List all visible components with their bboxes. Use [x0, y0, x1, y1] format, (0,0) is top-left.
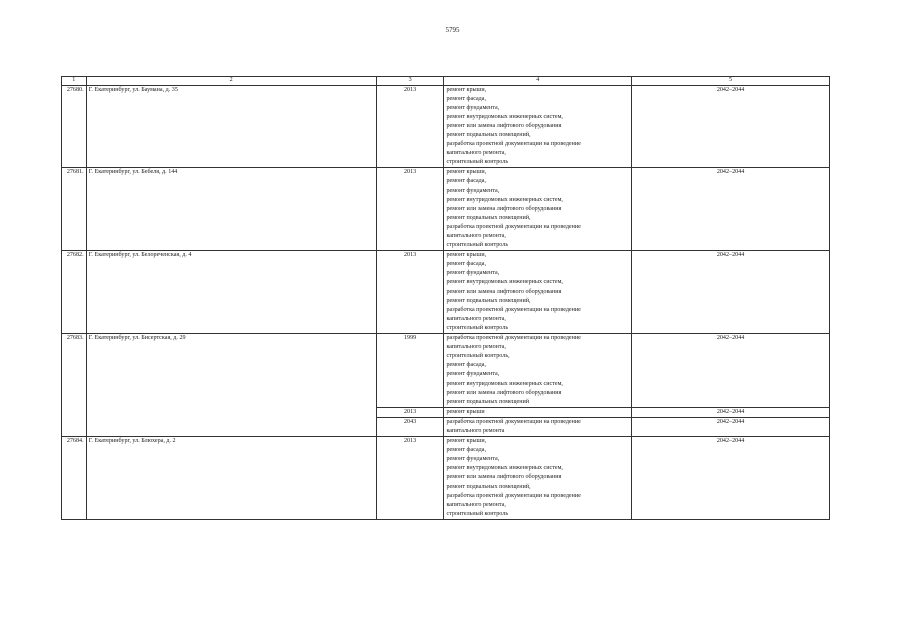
table-row — [62, 437, 830, 520]
year-cell: 2013 — [376, 85, 444, 168]
work-item: строительный контроль — [446, 510, 509, 517]
work-item: капитального ремонта, — [446, 315, 506, 322]
work-item: капитального ремонта — [446, 427, 505, 434]
column-header: 4 — [444, 77, 632, 86]
work-item: ремонт крыши, — [446, 252, 487, 259]
work-item: строительный контроль — [446, 159, 509, 166]
works-cell — [444, 251, 632, 334]
work-item: ремонт подвальных помещений — [446, 398, 530, 405]
work-item: капитального ремонта, — [446, 150, 506, 157]
work-item: капитального ремонта, — [446, 233, 506, 239]
work-item: капитального ремонта, — [446, 501, 506, 508]
works-cell — [444, 168, 632, 251]
year-cell: 1999 — [376, 334, 444, 408]
work-item: ремонт подвальных помещений, — [446, 483, 531, 490]
work-item: ремонт фасада, — [446, 447, 487, 454]
table-row — [62, 85, 830, 168]
work-item: разработка проектной документации на проведение — [446, 306, 581, 313]
address-cell: Г. Екатеринбург, ул. Блюхера, д. 2 — [86, 437, 376, 520]
work-item: строительный контроль — [446, 324, 509, 331]
works-cell — [444, 334, 632, 408]
address-cell: Г. Екатеринбург, ул. Бисертская, д. 29 — [86, 334, 376, 437]
work-item: ремонт фундамента, — [446, 270, 500, 277]
work-item: ремонт внутридомовых инженерных систем, — [446, 113, 563, 120]
row-number: 27680. — [62, 85, 87, 168]
year-cell: 2043 — [376, 417, 444, 436]
year-cell: 2013 — [376, 437, 444, 520]
row-number: 27682. — [62, 251, 87, 334]
column-header: 3 — [376, 77, 444, 86]
work-item: разработка проектной документации на проведение — [446, 335, 581, 342]
period-cell: 2042–2044 — [632, 417, 830, 436]
work-item: ремонт крыши, — [446, 169, 487, 176]
work-item: ремонт подвальных помещений, — [446, 297, 531, 304]
period-cell: 2042–2044 — [632, 437, 830, 520]
work-item: строительный контроль — [446, 242, 509, 249]
year-cell: 2013 — [376, 407, 444, 417]
year-cell: 2013 — [376, 251, 444, 334]
table-body — [62, 85, 830, 519]
work-item: ремонт или замена лифтового оборудования — [446, 389, 562, 396]
work-item: ремонт внутридомовых инженерных систем, — [446, 196, 563, 203]
work-item: ремонт подвальных помещений, — [446, 131, 531, 138]
table-row — [62, 334, 830, 408]
row-number: 27681. — [62, 168, 87, 251]
work-item: ремонт внутридомовых инженерных систем, — [446, 465, 563, 472]
works-cell — [444, 437, 632, 520]
work-item: ремонт или замена лифтового оборудования — [446, 122, 562, 129]
work-item: ремонт фундамента, — [446, 104, 500, 111]
address-cell: Г. Екатеринбург, ул. Баумана, д. 35 — [86, 85, 376, 168]
work-item: ремонт внутридомовых инженерных систем, — [446, 380, 563, 387]
work-item: капитального ремонта, — [446, 344, 506, 351]
work-item: строительный контроль, — [446, 353, 510, 360]
table-row — [62, 168, 830, 251]
work-item: ремонт или замена лифтового оборудования — [446, 288, 562, 295]
works-cell — [444, 85, 632, 168]
work-item: ремонт фасада, — [446, 95, 487, 102]
work-item: ремонт внутридомовых инженерных систем, — [446, 279, 563, 286]
work-item: ремонт крыши — [446, 408, 485, 415]
capital-repair-table — [61, 76, 830, 520]
work-item: ремонт крыши, — [446, 438, 487, 445]
row-number: 27683. — [62, 334, 87, 437]
period-cell: 2042–2044 — [632, 334, 830, 408]
work-item: ремонт фундамента, — [446, 187, 500, 194]
work-item: ремонт фасада, — [446, 261, 487, 268]
work-item: ремонт фундамента, — [446, 371, 500, 378]
table-header-row — [62, 77, 830, 86]
page-number: 5795 — [445, 26, 460, 34]
column-header: 1 — [62, 77, 87, 86]
row-number: 27684. — [62, 437, 87, 520]
work-item: ремонт фундамента, — [446, 456, 500, 463]
work-item: разработка проектной документации на проведение — [446, 141, 581, 148]
period-cell: 2042–2044 — [632, 407, 830, 417]
work-item: ремонт фасада, — [446, 178, 487, 185]
work-item: ремонт фасада, — [446, 362, 487, 369]
work-item: ремонт или замена лифтового оборудования — [446, 474, 562, 481]
period-cell: 2042–2044 — [632, 85, 830, 168]
table-row — [62, 251, 830, 334]
column-header: 2 — [86, 77, 376, 86]
work-item: ремонт подвальных помещений, — [446, 214, 531, 221]
work-item: разработка проектной документации на проведение — [446, 418, 581, 425]
works-cell — [444, 417, 632, 436]
work-item: ремонт крыши, — [446, 86, 487, 93]
address-cell: Г. Екатеринбург, ул. Белореченская, д. 4 — [86, 251, 376, 334]
works-cell — [444, 407, 632, 417]
work-item: разработка проектной документации на проведение — [446, 492, 581, 499]
period-cell: 2042–2044 — [632, 168, 830, 251]
address-cell: Г. Екатеринбург, ул. Бебеля, д. 144 — [86, 168, 376, 251]
period-cell: 2042–2044 — [632, 251, 830, 334]
year-cell: 2013 — [376, 168, 444, 251]
work-item: ремонт или замена лифтового оборудования — [446, 205, 562, 212]
column-header: 5 — [632, 77, 830, 86]
work-item: разработка проектной документации на проведение — [446, 223, 581, 230]
